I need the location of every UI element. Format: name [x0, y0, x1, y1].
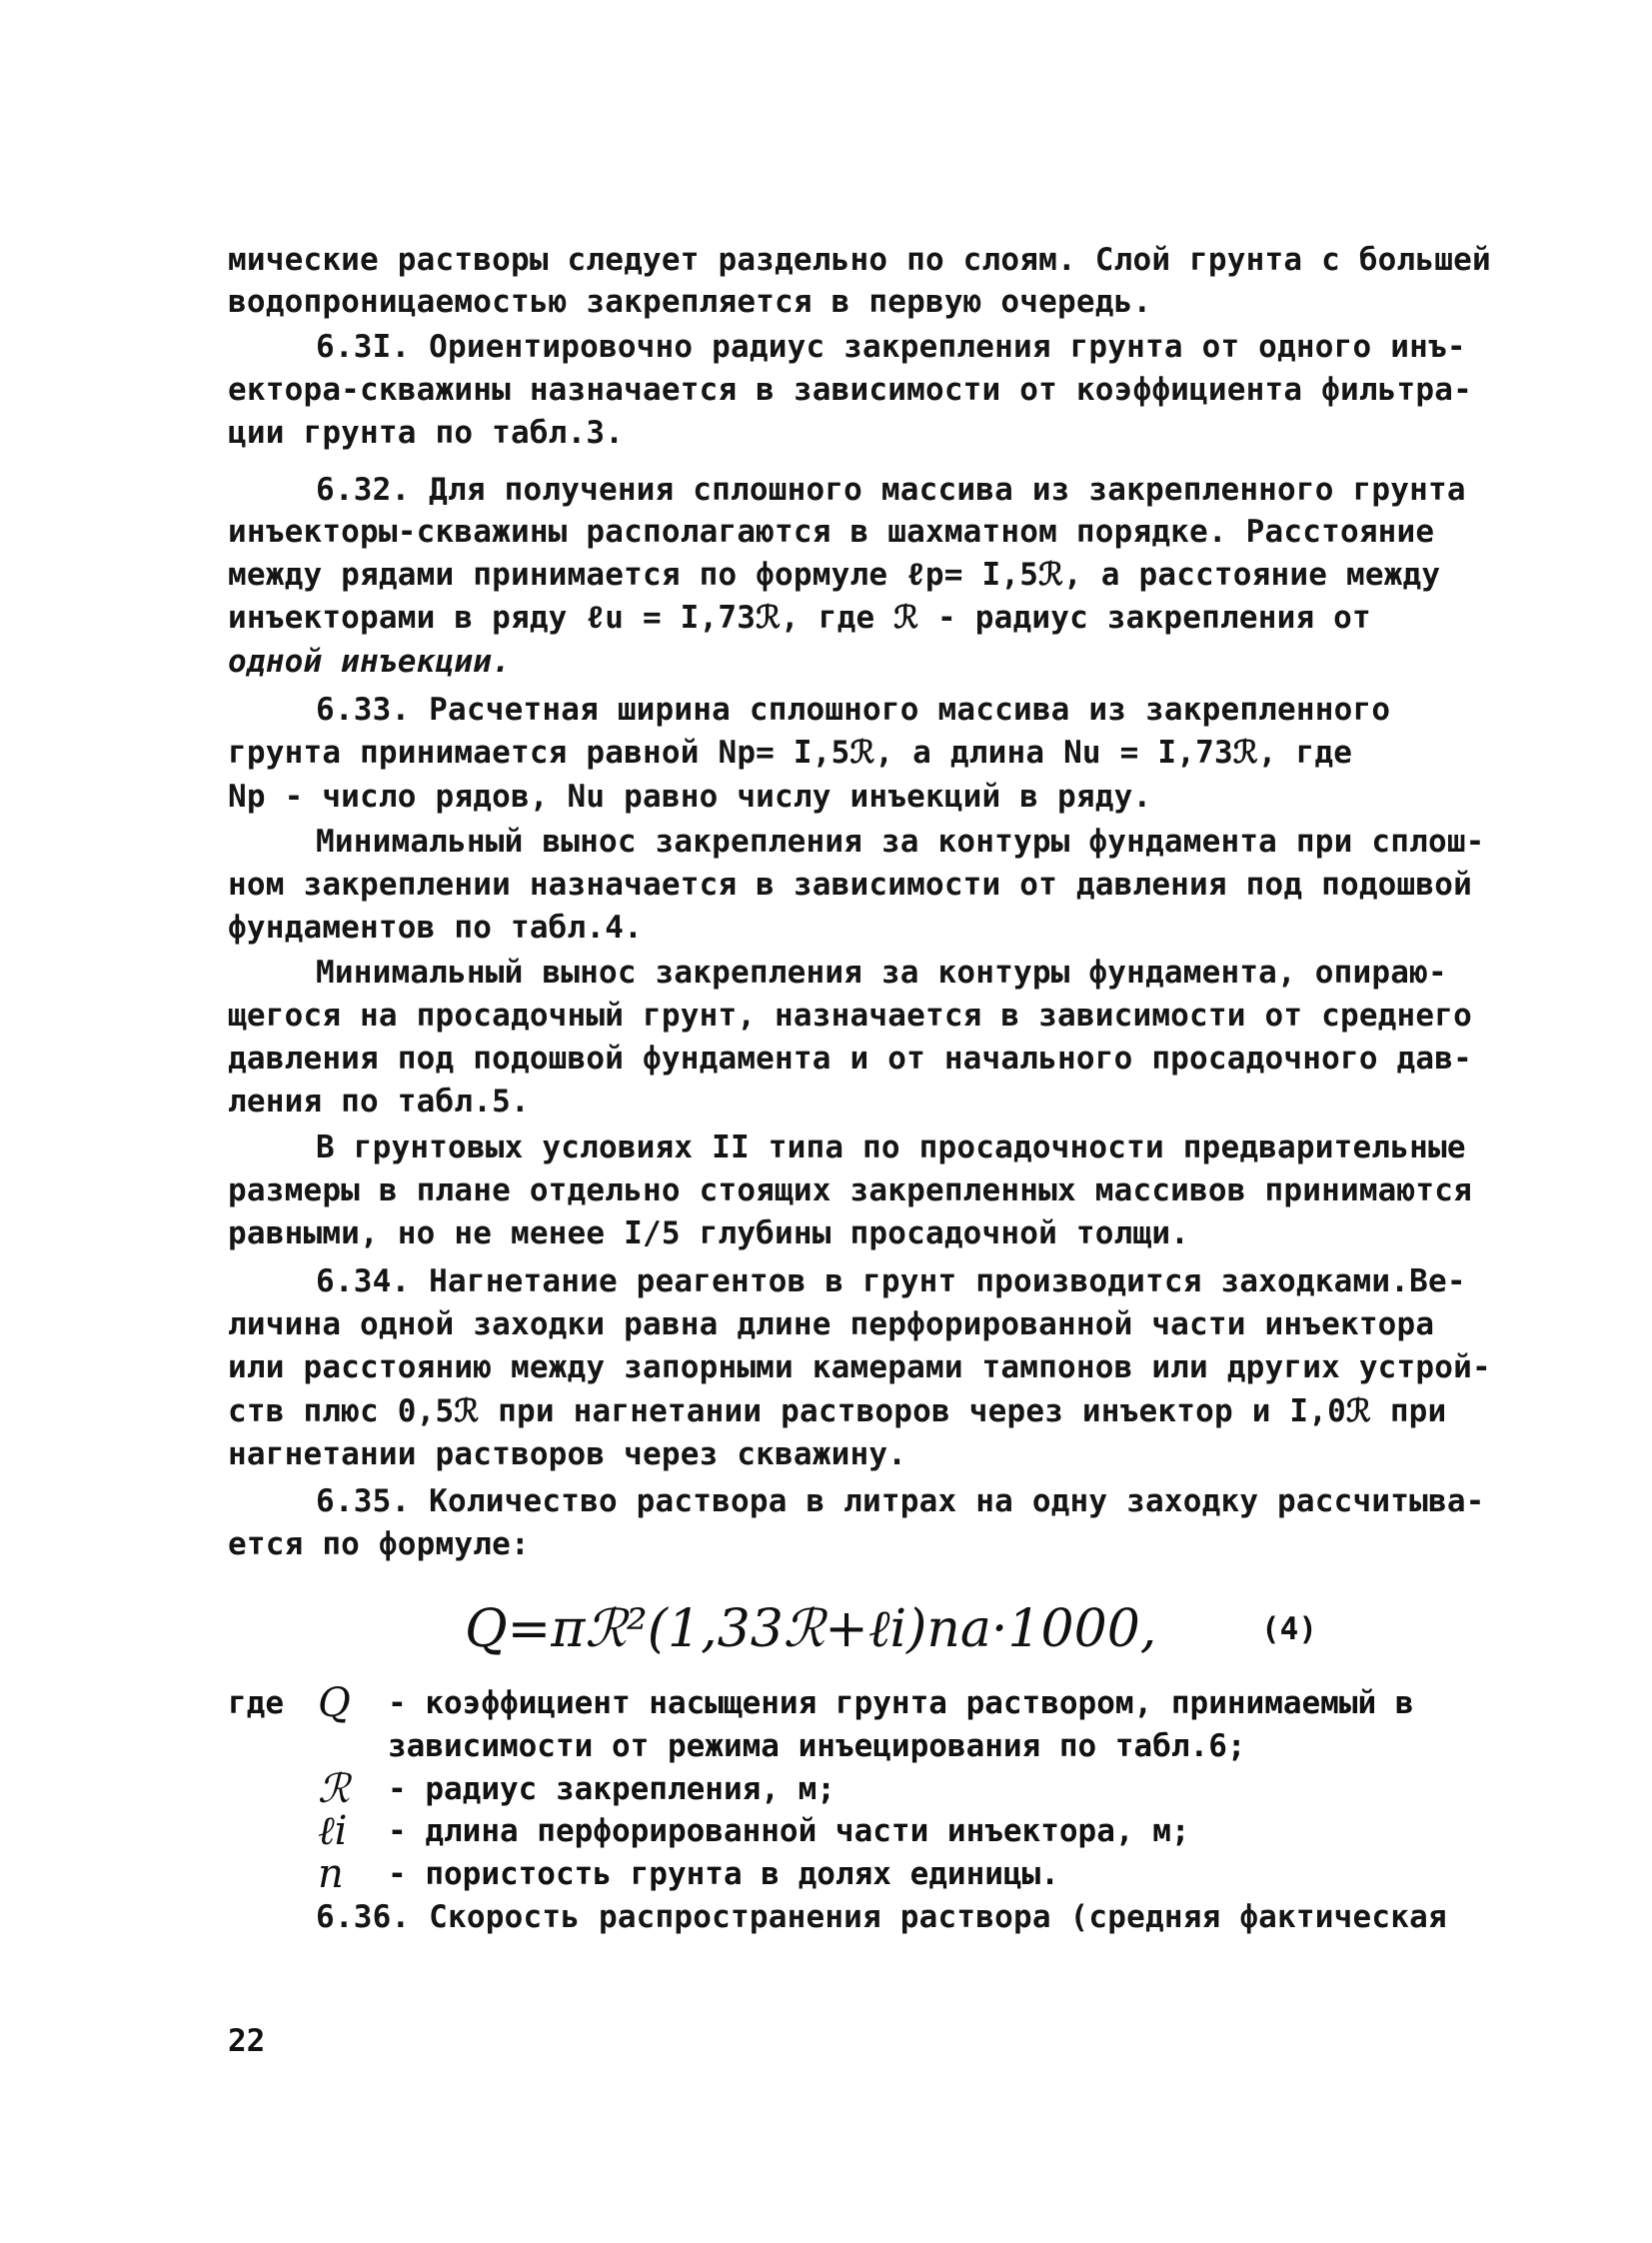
paragraph-6-31-line-1: 6.3I. Ориентировочно радиус закрепления грунта от одного инъ- [316, 329, 1466, 365]
paragraph-type-ii-line-2: размеры в плане отдельно стоящих закрепленных массивов принимаются [228, 1172, 1472, 1208]
paragraph-min-vynos-2-line-4: ления по табл.5. [228, 1084, 530, 1120]
paragraph-6-34-line-4: ств плюс 0,5ℛ при нагнетании растворов через инъектор и I,0ℛ при [228, 1393, 1447, 1429]
definition-li: - длина перфорированной части инъектора, м; [388, 1813, 1190, 1849]
paragraph-type-ii-line-3: равными, но не менее I/5 глубины просадочной толщи. [228, 1215, 1190, 1251]
paragraph-6-34-line-5: нагнетании растворов через скважину. [228, 1436, 907, 1472]
text-line-2: водопроницаемостью закрепляется в первую очередь. [228, 284, 1152, 320]
paragraph-min-vynos-2-line-2: щегося на просадочный грунт, назначается в зависимости от среднего [228, 998, 1472, 1034]
paragraph-6-33-line-2: грунта принимается равной Np= I,5ℛ, а длина Nu = I,73ℛ, где [228, 735, 1353, 771]
paragraph-6-34-line-1: 6.34. Нагнетание реагентов в грунт производится заходками.Ве- [316, 1263, 1466, 1299]
symbol-r: ℛ [318, 1766, 350, 1812]
formula-number: (4) [1261, 1611, 1317, 1647]
formula-4: Q=πℛ²(1,33ℛ+ℓi)na·1000, [465, 1599, 1157, 1659]
paragraph-6-36-line-1: 6.36. Скорость распространения раствора (средняя фактическая [316, 1899, 1447, 1935]
paragraph-6-35-line-2: ется по формуле: [228, 1526, 530, 1562]
paragraph-6-35-line-1: 6.35. Количество раствора в литрах на одну заходку рассчитыва- [316, 1483, 1485, 1519]
definitions-lead-word: где [228, 1685, 284, 1721]
paragraph-min-vynos-1-line-3: фундаментов по табл.4. [228, 910, 643, 946]
paragraph-6-32-line-2: инъекторы-скважины располагаются в шахматном порядке. Расстояние [228, 514, 1435, 550]
symbol-li: ℓi [318, 1808, 348, 1854]
definition-q-line-1: - коэффициент насыщения грунта раствором, принимаемый в [388, 1685, 1414, 1721]
text-line-1: мические растворы следует раздельно по слоям. Слой грунта с большей [228, 242, 1491, 278]
paragraph-6-32-line-1: 6.32. Для получения сплошного массива из закрепленного грунта [316, 472, 1466, 508]
definition-n: - пористость грунта в долях единицы. [388, 1856, 1059, 1892]
paragraph-min-vynos-2-line-1: Минимальный вынос закрепления за контуры фундамента, опираю- [316, 955, 1447, 991]
paragraph-6-33-line-1: 6.33. Расчетная ширина сплошного массива из закрепленного [316, 692, 1391, 728]
symbol-n: n [318, 1851, 344, 1897]
definition-q-line-2: зависимости от режима инъецирования по табл.6; [388, 1728, 1246, 1764]
paragraph-6-31-line-3: ции грунта по табл.3. [228, 415, 625, 451]
definition-r: - радиус закрепления, м; [388, 1771, 835, 1807]
paragraph-6-33-line-3: Np - число рядов, Nu равно числу инъекций в ряду. [228, 779, 1152, 815]
paragraph-6-34-line-2: личина одной заходки равна длине перфорированной части инъектора [228, 1306, 1435, 1342]
paragraph-6-32-line-4: инъекторами в ряду ℓu = I,73ℛ, где ℛ - радиус закрепления от [228, 600, 1371, 636]
paragraph-6-32-line-3: между рядами принимается по формуле ℓp= I,5ℛ, а расстояние между [228, 557, 1441, 593]
page-number: 22 [228, 2023, 266, 2059]
symbol-q: Q [318, 1680, 351, 1726]
paragraph-min-vynos-2-line-3: давления под подошвой фундамента и от начального просадочного дав- [228, 1041, 1472, 1077]
paragraph-6-32-line-5: одной инъекции. [228, 644, 511, 680]
paragraph-6-31-line-2: ектора-скважины назначается в зависимости от коэффициента фильтра- [228, 372, 1472, 408]
paragraph-min-vynos-1-line-2: ном закреплении назначается в зависимости от давления под подошвой [228, 867, 1472, 903]
paragraph-min-vynos-1-line-1: Минимальный вынос закрепления за контуры фундамента при сплош- [316, 824, 1485, 860]
paragraph-6-34-line-3: или расстоянию между запорными камерами тампонов или других устрой- [228, 1349, 1491, 1385]
paragraph-type-ii-line-1: В грунтовых условиях II типа по просадочности предварительные [316, 1129, 1466, 1165]
